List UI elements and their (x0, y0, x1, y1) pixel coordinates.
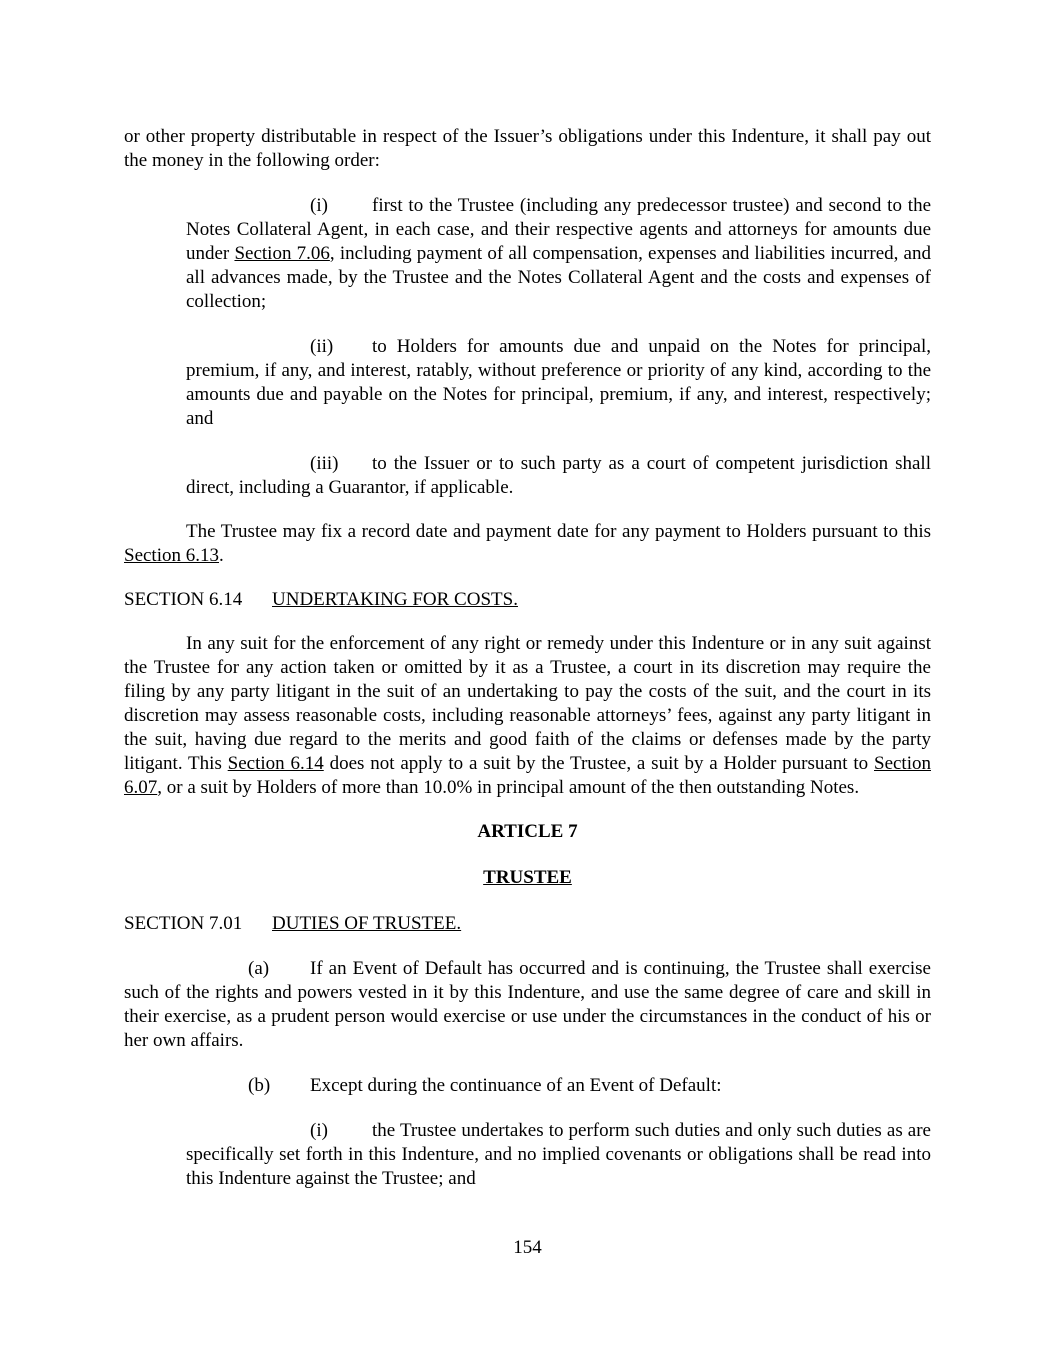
list-item (186, 335, 931, 431)
item-number: (iii) (310, 453, 339, 474)
list-item (186, 1119, 931, 1191)
clause-b (124, 1074, 931, 1098)
section-heading (124, 588, 931, 612)
item-text: to the Issuer or to such party as a court of competent jurisdiction shall direct, including a Guarantor, if applicable. (186, 453, 931, 498)
section-reference[interactable]: Section 6.14 (227, 753, 324, 774)
section-reference[interactable]: Section 6.13 (124, 545, 219, 566)
document-page (124, 125, 931, 1191)
intro-paragraph: or other property distributable in respect of the Issuer’s obligations under this Indenture, it shall pay out the money in the following order: (124, 126, 931, 171)
section-reference[interactable]: Section 7.06 (234, 243, 330, 264)
section-title: UNDERTAKING FOR COSTS. (272, 589, 518, 610)
item-text: , including payment of all compensation, expenses and liabilities incurred, and all advances made, by the Trustee and the Notes Collateral Agent and the costs and expenses of collection; (186, 243, 931, 312)
clause-number: (b) (248, 1075, 271, 1096)
list-item (186, 452, 931, 500)
item-number: (i) (310, 195, 328, 216)
clause-number: (a) (248, 958, 270, 979)
article-title: TRUSTEE (483, 867, 572, 888)
item-number: (ii) (310, 336, 334, 357)
clause-text: Except during the continuance of an Event of Default: (310, 1075, 722, 1096)
record-date-paragraph: The Trustee may fix a record date and payment date for any payment to Holders pursuant to this Section 6.13. (124, 521, 931, 566)
page-number: 154 (513, 1237, 542, 1258)
list-item (186, 194, 931, 314)
article-label: ARTICLE 7 (477, 821, 578, 842)
item-text: the Trustee undertakes to perform such duties and only such duties as are specifically set forth in this Indenture, and no implied covenants or obligations shall be read into this Indenture against the Trustee; and (186, 1120, 931, 1189)
section-number: SECTION 7.01 (124, 913, 243, 934)
item-text: to Holders for amounts due and unpaid on the Notes for principal, premium, if any, and interest, ratably, without preference or priority of any kind, according to the amounts due and payable on the Notes for principal, premium, if any, and interest, respectively; and (186, 336, 931, 429)
section-heading (124, 912, 931, 936)
section-reference[interactable]: Section 6.07 (124, 753, 931, 798)
item-text: first to the Trustee (including any predecessor trustee) and second to the Notes Collateral Agent, in each case, and their respective agents and attorneys for amounts due under (186, 195, 931, 264)
section-title: DUTIES OF TRUSTEE. (272, 913, 462, 934)
clause-text: If an Event of Default has occurred and is continuing, the Trustee shall exercise such of the rights and powers vested in it by this Indenture, and use the same degree of care and skill in their exercise, as a prudent person would exercise or use under the circumstances in the conduct of his or her own affairs. (124, 958, 931, 1051)
section-paragraph: In any suit for the enforcement of any right or remedy under this Indenture or in any suit against the Trustee for any action taken or omitted by it as a Trustee, a court in its discretion may require the filing by any party litigant in the suit of an undertaking to pay the costs of the suit, and the court in its discretion may assess reasonable costs, including reasonable attorneys’ fees, against any party litigant in the suit, having due regard to the merits and good faith of the claims or defenses made by the party litigant. This Section 6.14 does not apply to a suit by the Trustee, a suit by a Holder pursuant to Section 6.07, or a suit by Holders of more than 10.0% in principal amount of the then outstanding Notes. (124, 633, 931, 798)
section-number: SECTION 6.14 (124, 589, 243, 610)
item-number: (i) (310, 1120, 328, 1141)
clause-a (124, 957, 931, 1053)
